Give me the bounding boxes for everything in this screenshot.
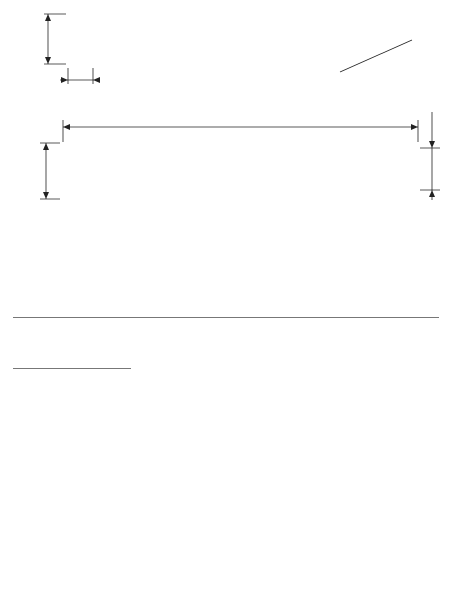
column-header-row: [13, 344, 439, 369]
designation-header: [13, 318, 131, 345]
dimensions-table: [13, 317, 439, 369]
dimensions-header: [131, 318, 439, 345]
table-header-row: [13, 318, 439, 345]
dimension-lines: [40, 14, 440, 200]
empty-header-cell: [13, 344, 131, 369]
terminal-block-drawing: [0, 0, 451, 250]
